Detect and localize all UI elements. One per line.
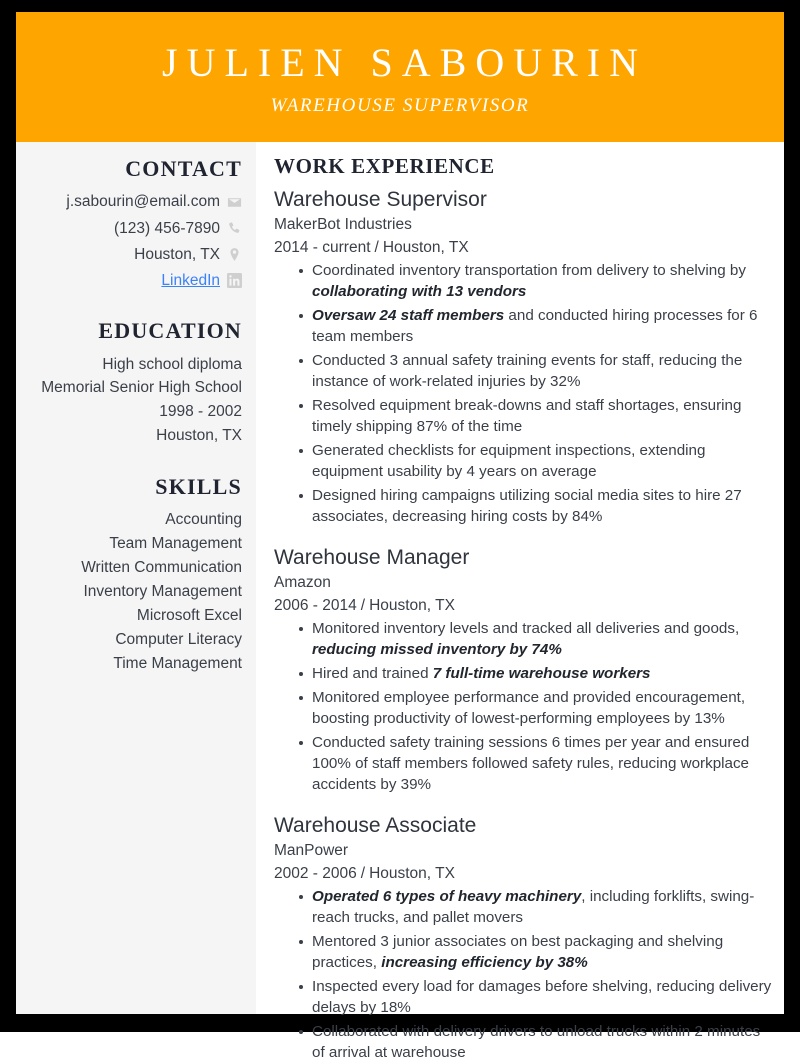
job-dates: 2006 - 2014 — [274, 597, 357, 615]
bullet-text: Resolved equipment break-downs and staff shortages, ensuring timely shipping 87% of the time — [312, 397, 742, 435]
job-bullet-list — [274, 887, 774, 1064]
resume-sidebar — [16, 142, 256, 1014]
job-bullet — [299, 396, 774, 438]
job-bullet — [299, 977, 774, 1019]
contact-item — [26, 243, 242, 266]
skill-item: Time Management — [113, 655, 242, 673]
bullet-highlight: Operated 6 types of heavy machinery — [312, 887, 582, 905]
job-title: Warehouse Manager — [274, 545, 470, 569]
work-experience-entry — [274, 186, 774, 528]
job-location: Houston, TX — [382, 239, 469, 257]
bullet-text: Designed hiring campaigns utilizing social media sites to hire 27 associates, decreasing hiring costs by 84% — [312, 486, 742, 525]
job-bullet — [299, 688, 774, 730]
job-bullet — [299, 306, 774, 348]
skill-item: Written Communication — [81, 559, 242, 577]
job-dates: 2002 - 2006 — [274, 864, 357, 882]
job-title: Warehouse Associate — [274, 813, 477, 837]
linkedin-link[interactable]: LinkedIn — [161, 272, 220, 290]
job-bullet — [299, 619, 774, 661]
job-location: Houston, TX — [369, 864, 455, 882]
job-bullet — [299, 887, 774, 929]
education-section-heading: EDUCATION — [98, 318, 242, 344]
skill-item: Computer Literacy — [115, 631, 242, 649]
skills-section-heading: SKILLS — [155, 473, 242, 499]
job-company: Amazon — [274, 573, 331, 591]
candidate-job-title: WAREHOUSE SUPERVISOR — [270, 95, 530, 116]
job-dates: 2014 - current — [274, 239, 371, 257]
education-line: 1998 - 2002 — [159, 403, 242, 421]
contact-value: j.sabourin@email.com — [66, 193, 220, 211]
job-meta — [274, 862, 774, 886]
resume-body — [16, 142, 784, 1061]
bullet-text: and conducted hiring processes for 6 team members — [312, 307, 758, 346]
resume-header-banner — [16, 12, 784, 142]
job-company: MakerBot Industries — [274, 215, 412, 233]
education-line: High school diploma — [102, 355, 242, 373]
bullet-text: Monitored inventory levels and tracked all deliveries and goods, — [312, 620, 740, 638]
job-company: ManPower — [274, 841, 349, 859]
work-experience-entry — [274, 544, 774, 796]
job-bullet — [299, 261, 774, 303]
job-meta — [274, 594, 774, 618]
skill-item: Team Management — [109, 535, 242, 552]
contact-item — [26, 190, 242, 213]
job-title: Warehouse Supervisor — [274, 188, 487, 211]
bullet-highlight: Oversaw 24 staff members — [312, 307, 505, 325]
contact-item — [26, 217, 242, 240]
job-meta-separator: / — [374, 239, 379, 257]
work-experience-heading: WORK EXPERIENCE — [274, 154, 495, 178]
job-bullet — [299, 1022, 774, 1064]
work-experience-list — [274, 186, 774, 1064]
job-bullet — [299, 351, 774, 393]
skill-item: Inventory Management — [83, 583, 242, 601]
bullet-text: Mentored 3 junior associates on best packaging and shelving practices, — [312, 932, 724, 971]
skills-list — [26, 508, 242, 676]
bullet-text: Hired and trained — [312, 664, 433, 682]
work-experience-entry — [274, 812, 774, 1064]
job-meta-separator: / — [360, 597, 366, 615]
education-line: Memorial Senior High School — [41, 379, 242, 397]
bullet-highlight: collaborating with 13 vendors — [312, 283, 527, 301]
bullet-text: Collaborated with delivery drivers to unload trucks within 2 minutes of arrival at warehouse — [312, 1022, 761, 1061]
contact-list — [26, 190, 242, 292]
job-bullet — [299, 441, 774, 483]
bullet-text: Inspected every load for damages before shelving, reducing delivery delays by 18% — [312, 977, 772, 1016]
candidate-name: JULIEN SABOURIN — [162, 40, 647, 85]
job-meta — [274, 236, 774, 260]
education-line: Houston, TX — [156, 426, 242, 444]
contact-section-heading: CONTACT — [125, 156, 242, 181]
bullet-text: Coordinated inventory transportation from delivery to shelving by — [312, 262, 746, 280]
job-location: Houston, TX — [369, 597, 455, 615]
contact-value: Houston, TX — [134, 245, 220, 263]
bullet-text: Monitored employee performance and provided encouragement, boosting productivity of lowest-performing employees by 13% — [312, 688, 746, 727]
job-bullet — [299, 932, 774, 974]
resume-main-column — [256, 142, 784, 1061]
bullet-highlight: 7 full-time warehouse workers — [432, 664, 651, 682]
bullet-highlight: reducing missed inventory by 74% — [312, 641, 562, 658]
job-bullet-list — [274, 261, 774, 528]
bullet-highlight: increasing efficiency by 38% — [381, 953, 588, 971]
phone-icon — [227, 221, 242, 236]
location-pin-icon — [227, 247, 242, 262]
job-bullet — [299, 733, 774, 796]
linkedin-icon — [227, 273, 242, 288]
bullet-text: Conducted 3 annual safety training events for staff, reducing the instance of work-related injuries by 32% — [312, 352, 743, 391]
job-meta-separator: / — [360, 864, 366, 882]
bullet-text: , including forklifts, swing-reach trucks, and pallet movers — [312, 887, 755, 926]
contact-item[interactable] — [26, 269, 242, 292]
skill-item: Microsoft Excel — [136, 607, 242, 625]
contact-value: (123) 456-7890 — [114, 219, 220, 237]
bullet-text: Conducted safety training sessions 6 times per year and ensured 100% of staff members followed safety rules, reducing workplace accidents by 39% — [312, 733, 750, 793]
skill-item: Accounting — [165, 510, 242, 528]
resume-sheet — [16, 12, 784, 1061]
education-list — [26, 353, 242, 448]
job-bullet — [299, 486, 774, 528]
bullet-text: Generated checklists for equipment inspections, extending equipment usability by 4 years on average — [312, 441, 706, 480]
job-bullet-list — [274, 619, 774, 796]
job-bullet — [299, 664, 774, 685]
envelope-icon — [227, 195, 242, 210]
